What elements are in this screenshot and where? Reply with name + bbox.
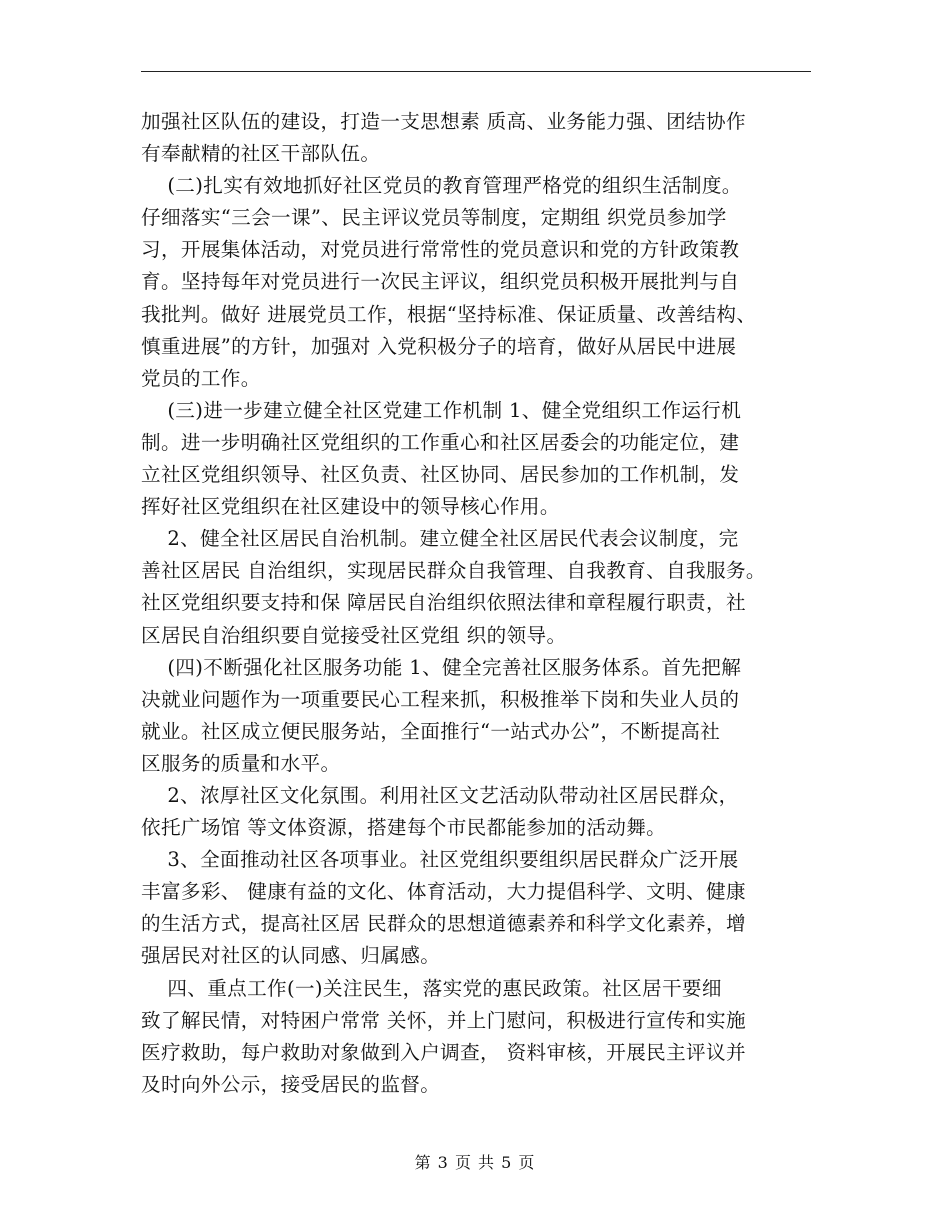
- text-line: 区服务的质量和水平。: [141, 751, 341, 775]
- text-line: 育。坚持每年对党员进行一次民主评议，组织党员积极开展批判与自: [141, 270, 740, 294]
- text-line: 依托广场馆 等文体资源，搭建每个市民都能参加的活动舞。: [141, 816, 667, 840]
- header-rule: [141, 71, 811, 72]
- page-number: 第 3 页 共 5 页: [414, 1153, 536, 1172]
- text-line: 丰富多彩、 健康有益的文化、体育活动，大力提倡科学、文明、健康: [141, 880, 746, 904]
- text-line: 有奉献精的社区干部队伍。: [141, 142, 381, 166]
- text-line: 加强社区队伍的建设，打造一支思想素 质高、业务能力强、团结协作: [141, 110, 746, 133]
- text-line: (三)进一步建立健全社区党建工作机制 1、健全党组织工作运行机: [141, 398, 742, 422]
- text-line: 医疗救助，每户救助对象做到入户调查， 资料审核，开展民主评议并: [141, 1040, 746, 1064]
- text-line: 强居民对社区的认同感、归属感。: [141, 944, 441, 968]
- text-line: 我批判。做好 进展党员工作，根据“坚持标准、保证质量、改善结构、: [141, 302, 757, 326]
- text-line: 3、全面推动社区各项事业。社区党组织要组织居民群众广泛开展: [141, 848, 739, 872]
- text-line: 善社区居民 自治组织，实现居民群众自我管理、自我教育、自我服务。: [141, 559, 766, 583]
- text-line: 仔细落实“三会一课”、民主评议党员等制度，定期组 织党员参加学: [141, 206, 727, 230]
- text-line: 习，开展集体活动，对党员进行常常性的党员意识和党的方针政策教: [141, 238, 740, 262]
- text-line: 挥好社区党组织在社区建设中的领导核心作用。: [141, 495, 560, 519]
- text-line: 及时向外公示，接受居民的监督。: [141, 1072, 441, 1096]
- text-line: 2、健全社区居民自治机制。建立健全社区居民代表会议制度，完: [141, 527, 739, 551]
- text-line: 决就业问题作为一项重要民心工程来抓，积极推举下岗和失业人员的: [141, 687, 740, 711]
- text-line: 立社区党组织领导、社区负责、社区协同、居民参加的工作机制，发: [141, 463, 740, 487]
- text-line: 党员的工作。: [141, 366, 261, 390]
- text-line: 致了解民情，对特困户常常 关怀，并上门慰问，积极进行宣传和实施: [141, 1008, 746, 1032]
- document-body: [141, 106, 816, 1101]
- text-line: 就业。社区成立便民服务站，全面推行“一站式办公”，不断提高社: [141, 719, 721, 743]
- text-line: (四)不断强化社区服务功能 1、健全完善社区服务体系。首先把解: [141, 655, 742, 679]
- text-line: 区居民自治组织要自觉接受社区党组 织的领导。: [141, 623, 567, 647]
- text-line: (二)扎实有效地抓好社区党员的教育管理严格党的组织生活制度。: [141, 174, 742, 198]
- text-line: 社区党组织要支持和保 障居民自治组织依照法律和章程履行职责，社: [141, 591, 746, 615]
- text-line: 慎重进展”的方针，加强对 入党积极分子的培育，做好从居民中进展: [141, 334, 737, 358]
- text-line: 的生活方式，提高社区居 民群众的思想道德素养和科学文化素养，增: [141, 912, 746, 936]
- text-line: 2、浓厚社区文化氛围。利用社区文艺活动队带动社区居民群众，: [141, 783, 739, 807]
- text-line: 四、重点工作(一)关注民生，落实党的惠民政策。社区居干要细: [141, 976, 722, 1000]
- text-line: 制。进一步明确社区党组织的工作重心和社区居委会的功能定位，建: [141, 430, 740, 454]
